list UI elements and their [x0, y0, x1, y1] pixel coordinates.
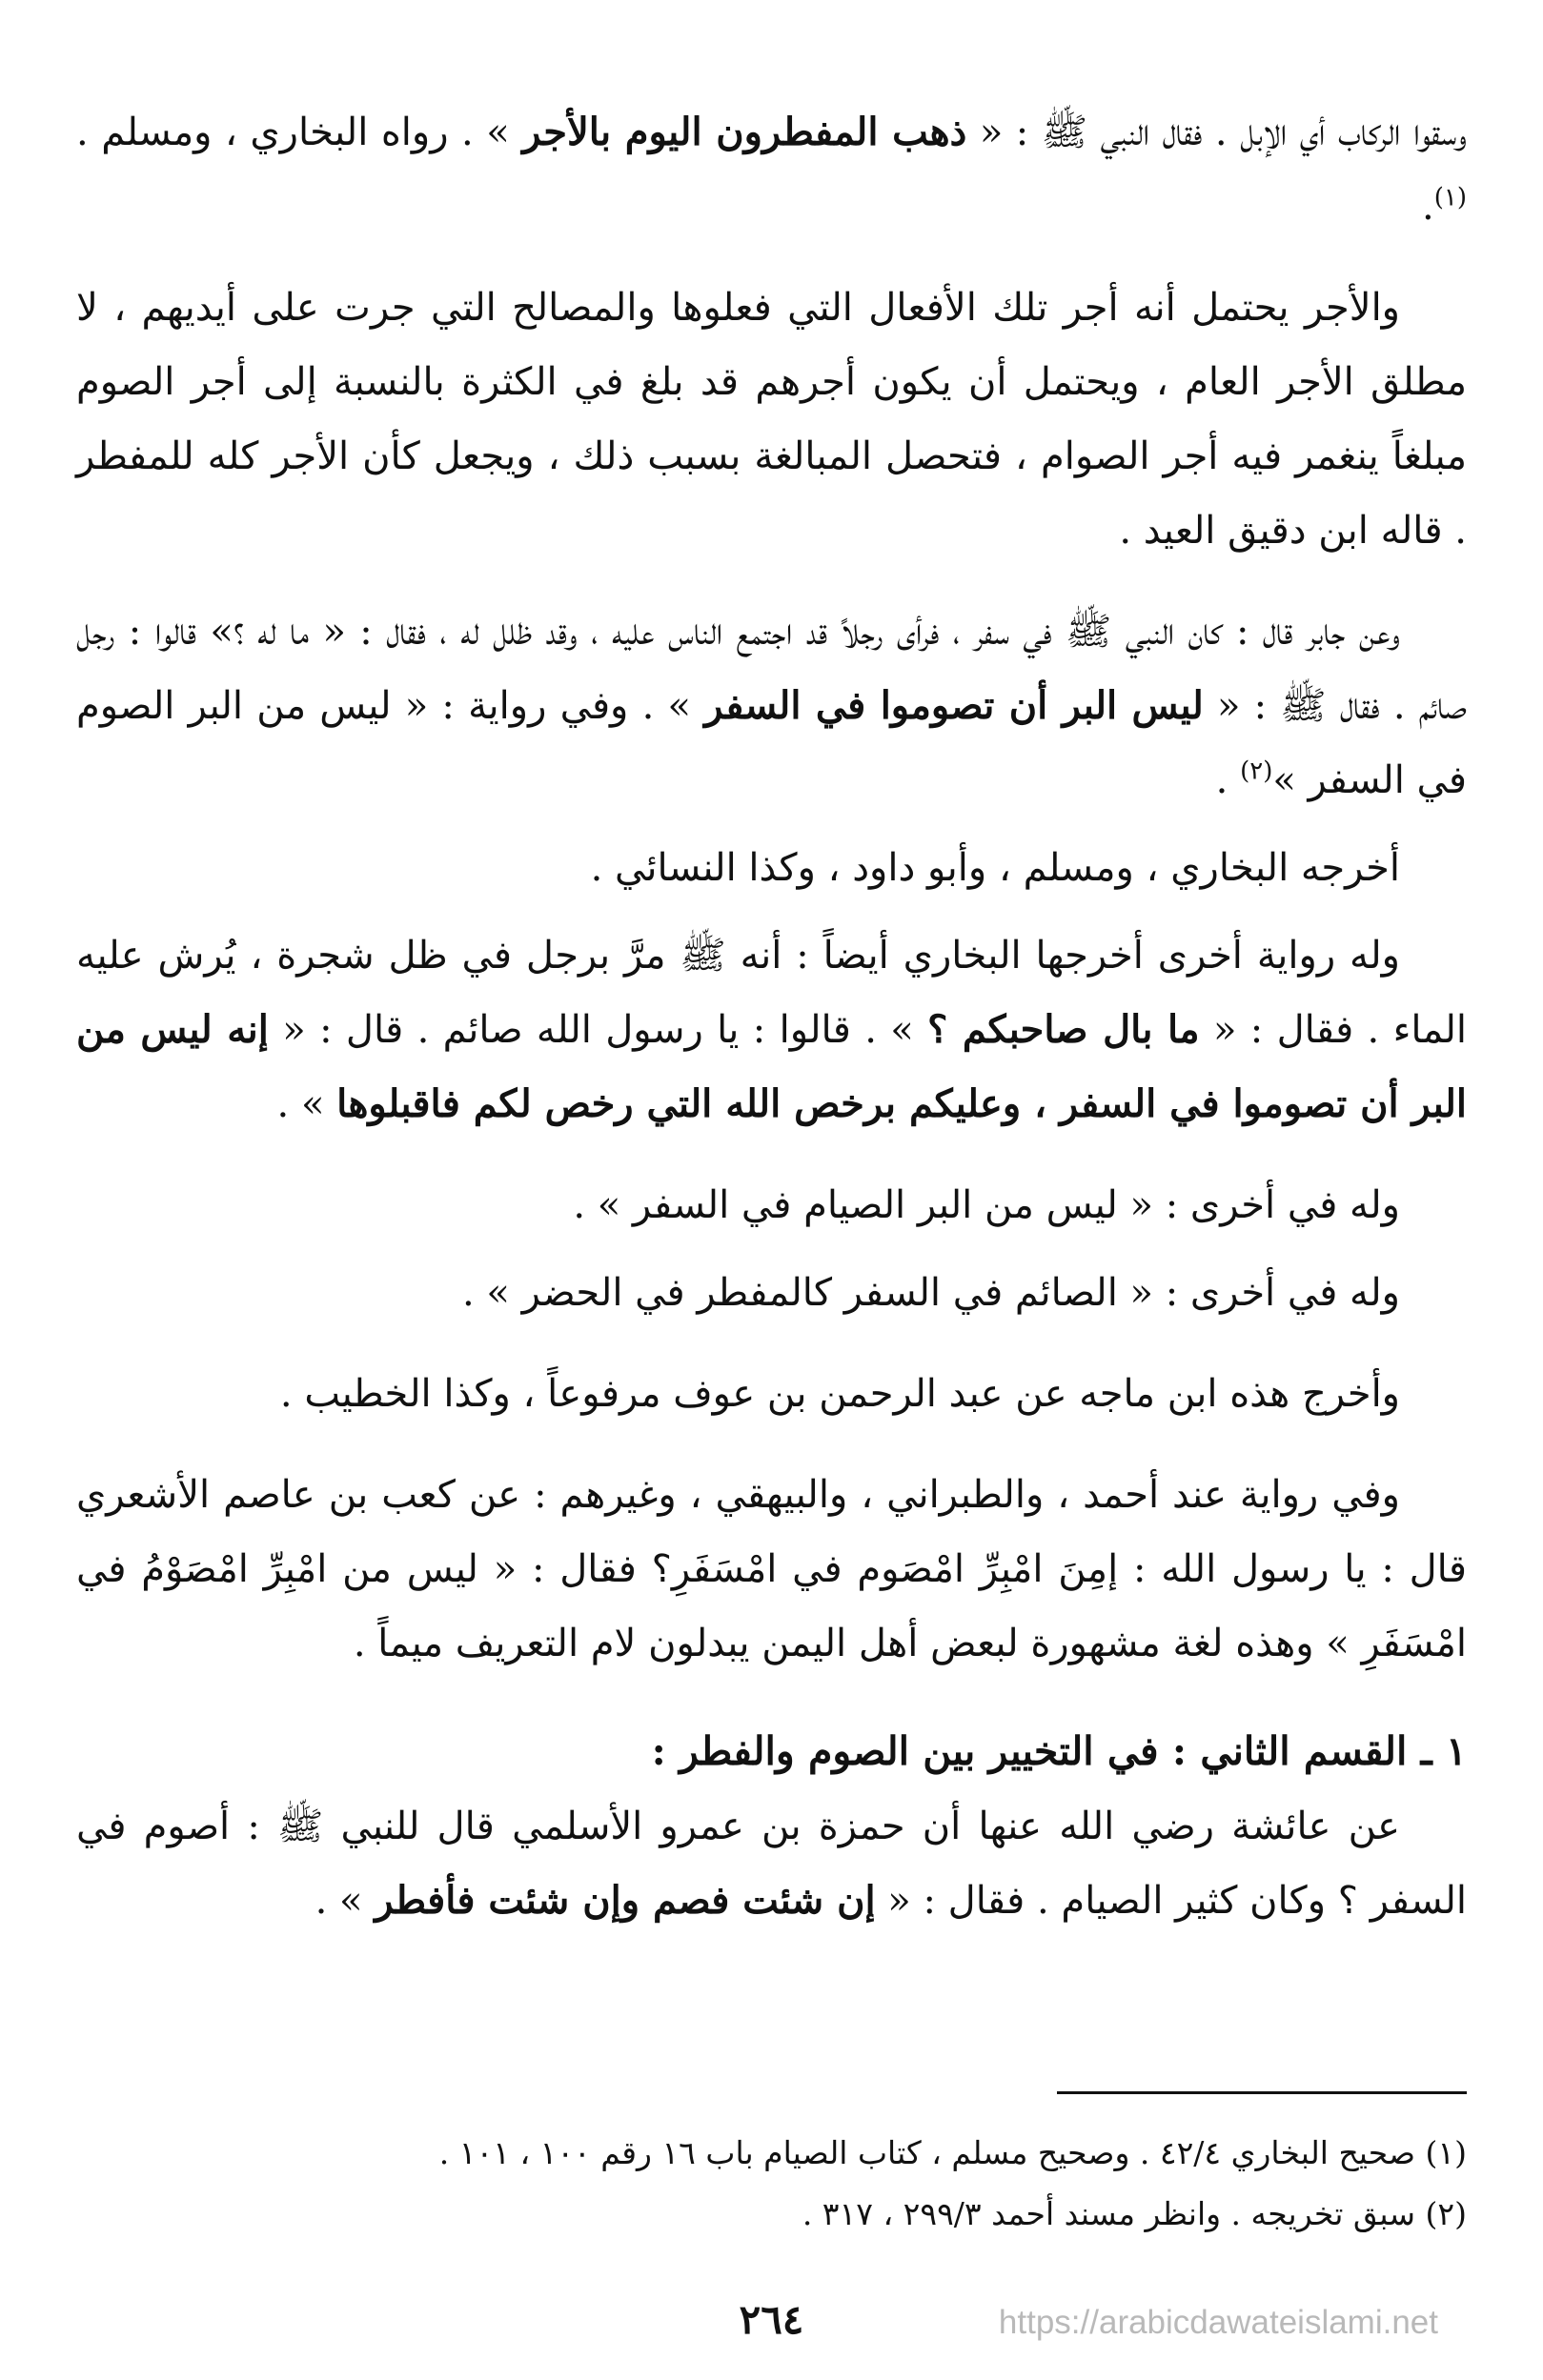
- text-run: .: [1422, 185, 1434, 229]
- text-run: » . رواه البخاري ، ومسلم .: [76, 111, 523, 154]
- text-run: وله في أخرى : « الصائم في السفر كالمفطر في الحضر » .: [461, 1271, 1400, 1315]
- paragraph-p7: [76, 1256, 1467, 1330]
- page-number: ٢٦٤: [739, 2296, 804, 2343]
- section-text: [76, 1789, 1467, 1938]
- paragraph-p5: [76, 918, 1467, 1141]
- text-run: عن عائشة رضي الله عنها أن حمزة بن عمرو الأسلمي قال للنبي ﷺ : أصوم في السفر ؟ وكان كثير الصيام . فقال : «: [76, 1805, 1467, 1923]
- paragraph-p2: [76, 271, 1467, 568]
- footnote-ref: (٢): [1240, 756, 1273, 786]
- watermark-url: https://arabicdawateislami.net: [998, 2304, 1438, 2341]
- footnote-2: (٢) سبق تخريجه . وانظر مسند أحمد ٢٩٩/٣ ، ٣١٧ .: [802, 2195, 1467, 2232]
- section-heading: ١ ـ القسم الثاني : في التخيير بين الصوم والفطر :: [651, 1728, 1467, 1774]
- text-run: أخرجه البخاري ، ومسلم ، وأبو داود ، وكذا النسائي .: [590, 846, 1400, 890]
- paragraph-p4: [76, 831, 1467, 905]
- text-run: وفي رواية عند أحمد ، والطبراني ، والبيهقي ، وغيرهم : عن كعب بن عاصم الأشعري قال : يا رسول الله : إمِنَ امْبِرِّ امْصَوم في امْسَفَرِ؟ فقال : « ليس من امْبِرِّ امْصَوْمُ في امْسَفَرِ » وهذه لغة مشهورة لبعض أهل اليمن يبدلون لام التعريف ميماً .: [76, 1473, 1467, 1665]
- text-run: والأجر يحتمل أنه أجر تلك الأفعال التي فعلوها والمصالح التي جرت على أيديهم ، لا مطلق الأجر العام ، ويحتمل أن يكون أجرهم قد بلغ في الكثرة بالنسبة إلى أجر الصوم مبلغاً ينغمر فيه أجر الصوام ، فتحصل المبالغة بسبب ذلك ، ويجعل كأن الأجر كله للمفطر . قاله ابن دقيق العيد .: [76, 286, 1468, 553]
- text-run: وسقوا الركاب أي الإبل . فقال النبي ﷺ : «: [966, 111, 1467, 154]
- paragraph-p6: [76, 1168, 1467, 1242]
- text-run: .: [1215, 758, 1241, 802]
- hadith-quote: إن شئت فصم وإن شئت فأفطر: [375, 1878, 876, 1923]
- text-run: وعن جابر قال : كان النبي ﷺ في سفر ، فرأى رجلاً قد اجتمع الناس عليه ، وقد ظلل له ، فقال : « ما له ؟» قالوا : رجل صائم . فقال ﷺ : «: [76, 610, 1468, 728]
- hadith-quote: ليس البر أن تصوموا في السفر: [704, 683, 1204, 728]
- footnote-1: (١) صحيح البخاري ٤٢/٤ . وصحيح مسلم ، كتاب الصيام باب ١٦ رقم ١٠٠ ، ١٠١ .: [438, 2134, 1467, 2171]
- paragraph-p1: [76, 95, 1467, 244]
- paragraph-p3: [76, 595, 1467, 817]
- text-run: وله رواية أخرى أخرجها البخاري أيضاً : أنه ﷺ مرَّ برجل في ظل شجرة ، يُرش عليه الماء . فقال : «: [76, 934, 1468, 1052]
- footnote-divider: [1057, 2091, 1467, 2094]
- text-run: » . قالوا : يا رسول الله صائم . قال : «: [268, 1008, 928, 1052]
- footnotes: [76, 2123, 1467, 2245]
- hadith-quote: ذهب المفطرون اليوم بالأجر: [522, 110, 967, 154]
- text-run: وأخرج هذه ابن ماجه عن عبد الرحمن بن عوف مرفوعاً ، وكذا الخطيب .: [279, 1372, 1400, 1416]
- paragraph-p10: [76, 1789, 1467, 1938]
- text-run: » .: [315, 1879, 376, 1923]
- text-run: » . وفي رواية : « ليس من البر الصوم في السفر »: [76, 684, 1467, 802]
- text-run: وله في أخرى : « ليس من البر الصيام في السفر » .: [573, 1183, 1400, 1227]
- text-run: » .: [276, 1082, 337, 1126]
- hadith-quote: إنه ليس من البر أن تصوموا في السفر ، وعليكم برخص الله التي رخص لكم فاقبلوها: [76, 1007, 1467, 1126]
- hadith-quote: ما بال صاحبكم ؟: [927, 1007, 1200, 1052]
- paragraph-p8: [76, 1357, 1467, 1431]
- paragraph-p9: [76, 1458, 1467, 1681]
- main-text: [76, 95, 1467, 1681]
- footnote-ref: (١): [1433, 183, 1467, 212]
